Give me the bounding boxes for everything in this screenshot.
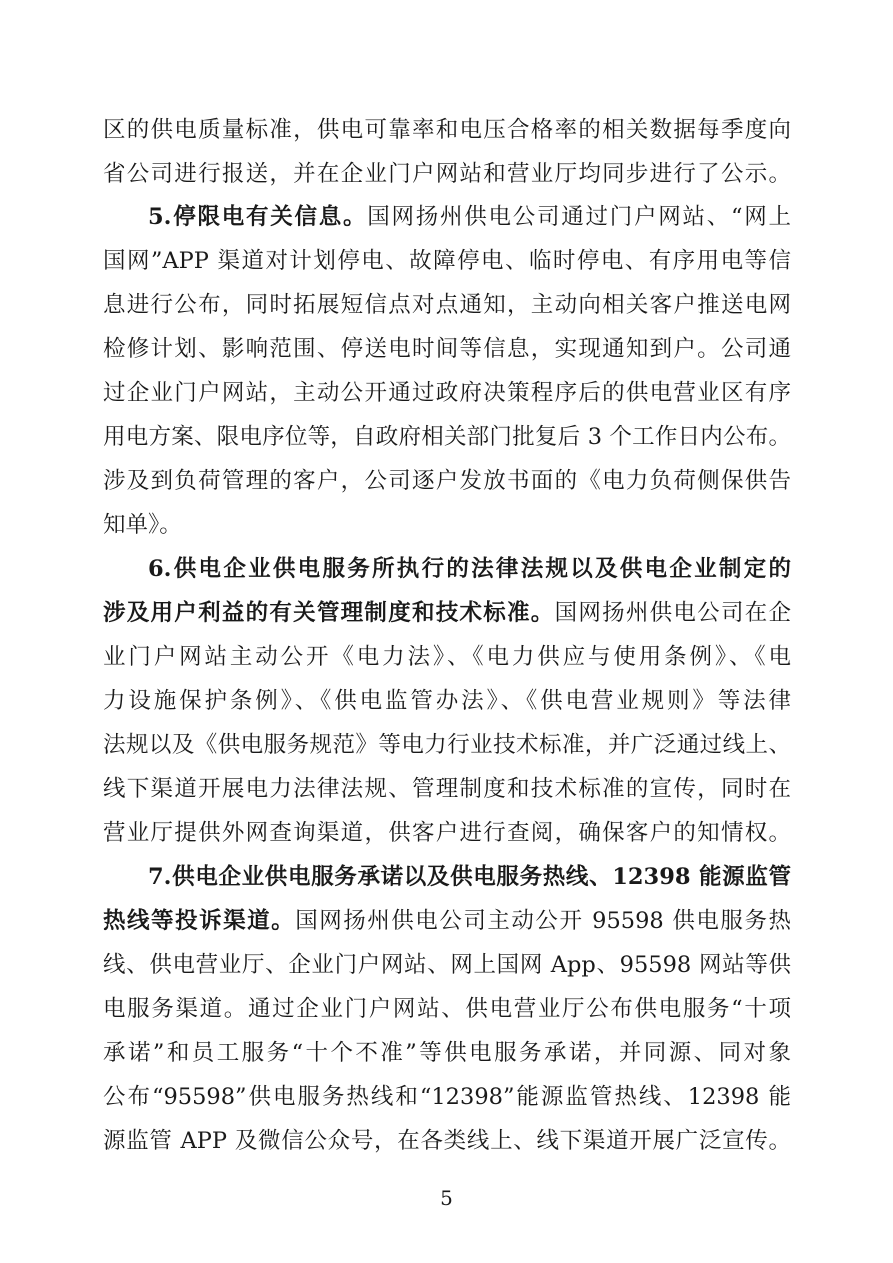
paragraph-line: 公布“95598”供电服务热线和“12398”能源监管热线、12398 能	[103, 1084, 791, 1110]
paragraph-line: 国网”APP 渠道对计划停电、故障停电、临时停电、有序用电等信	[103, 248, 791, 274]
section-heading: 7.供电企业供电服务承诺以及供电服务热线、12398 能源监管	[148, 864, 791, 890]
paragraph-line: 法规以及《供电服务规范》等电力行业技术标准，并广泛通过线上、	[103, 732, 791, 758]
section-heading: 涉及用户利益的有关管理制度和技术标准。	[103, 600, 555, 626]
section-heading: 5.停限电有关信息。	[148, 204, 368, 230]
paragraph-text: 国网扬州供电公司主动公开 95598 供电服务热	[295, 908, 791, 934]
paragraph-line: 知单》。	[103, 512, 182, 538]
paragraph-line: 源监管 APP 及微信公众号，在各类线上、线下渠道开展广泛宣传。	[103, 1128, 791, 1154]
paragraph-line: 涉及到负荷管理的客户，公司逐户发放书面的《电力负荷侧保供告	[103, 468, 791, 494]
paragraph-line: 线、供电营业厅、企业门户网站、网上国网 App、95598 网站等供	[103, 952, 791, 978]
paragraph-line: 力设施保护条例》、《供电监管办法》、《供电营业规则》等法律	[103, 688, 791, 714]
paragraph-line: 用电方案、限电序位等，自政府相关部门批复后 3 个工作日内公布。	[103, 424, 791, 450]
paragraph-line: 业门户网站主动公开《电力法》、《电力供应与使用条例》、《电	[103, 644, 791, 670]
paragraph-line: 线下渠道开展电力法律法规、管理制度和技术标准的宣传，同时在	[103, 776, 791, 802]
section-heading: 6.供电企业供电服务所执行的法律法规以及供电企业制定的	[148, 556, 791, 582]
paragraph-line: 承诺”和员工服务“十个不准”等供电服务承诺，并同源、同对象	[103, 1040, 791, 1066]
paragraph-line	[148, 202, 791, 232]
paragraph-text: 国网扬州供电公司通过门户网站、“网上	[367, 204, 791, 230]
paragraph-line: 电服务渠道。通过企业门户网站、供电营业厅公布供电服务“十项	[103, 996, 791, 1022]
paragraph-line: 区的供电质量标准，供电可靠率和电压合格率的相关数据每季度向	[103, 117, 791, 143]
paragraph-line: 检修计划、影响范围、停送电时间等信息，实现通知到户。公司通	[103, 336, 791, 362]
paragraph-line: 过企业门户网站，主动公开通过政府决策程序后的供电营业区有序	[103, 380, 791, 406]
page-number: 5	[440, 1186, 453, 1210]
paragraph-line: 营业厅提供外网查询渠道，供客户进行查阅，确保客户的知情权。	[103, 820, 791, 846]
paragraph-line: 息进行公布，同时拓展短信点对点通知，主动向相关客户推送电网	[103, 292, 791, 318]
paragraph-line	[103, 598, 791, 628]
paragraph-line	[103, 906, 791, 936]
section-heading: 热线等投诉渠道。	[103, 908, 296, 934]
paragraph-line: 省公司进行报送，并在企业门户网站和营业厅均同步进行了公示。	[103, 161, 791, 187]
paragraph-text: 国网扬州供电公司在企	[554, 600, 791, 626]
